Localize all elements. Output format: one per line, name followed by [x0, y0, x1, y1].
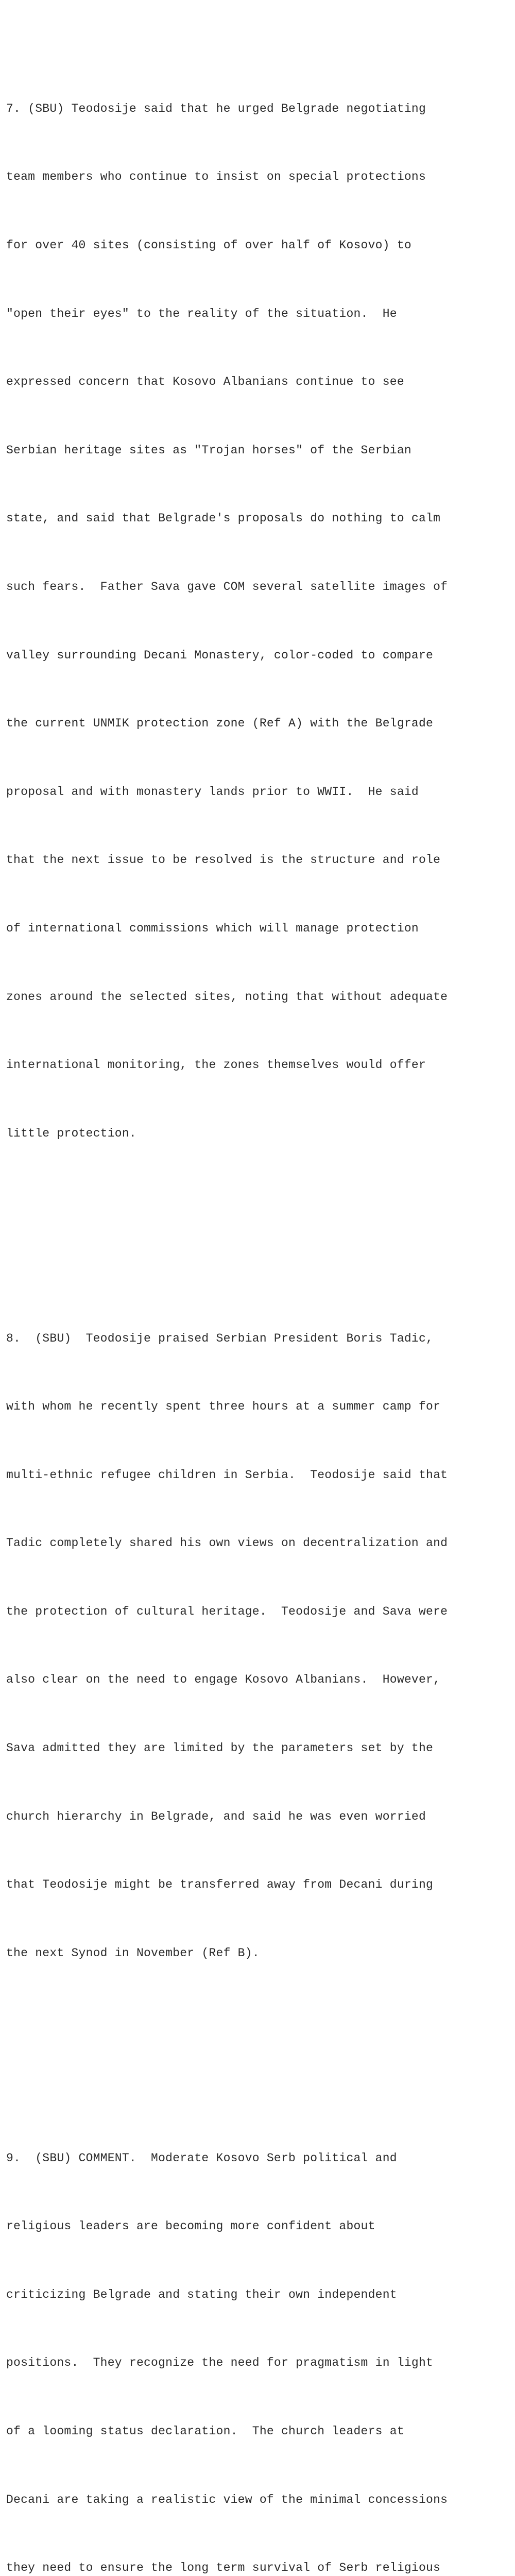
- text-line: positions. They recognize the need for pragmatism in light: [6, 2356, 434, 2370]
- text-line: Decani are taking a realistic view of the minimal concessions: [6, 2493, 448, 2506]
- text-line: valley surrounding Decani Monastery, color-coded to compare: [6, 648, 434, 662]
- text-line: state, and said that Belgrade's proposals do nothing to calm: [6, 512, 441, 526]
- text-line: such fears. Father Sava gave COM several satellite images of: [6, 580, 448, 594]
- text-line: criticizing Belgrade and stating their own independent: [6, 2287, 397, 2301]
- paragraph-9: [6, 2101, 511, 2576]
- paragraph-7: [6, 52, 511, 1190]
- text-line: team members who continue to insist on special protections: [6, 170, 426, 184]
- text-line: religious leaders are becoming more confident about: [6, 2219, 375, 2233]
- text-line: also clear on the need to engage Kosovo Albanians. However,: [6, 1673, 441, 1687]
- text-line: 8. (SBU) Teodosije praised Serbian President Boris Tadic,: [6, 1331, 434, 1345]
- text-line: the next Synod in November (Ref B).: [6, 1946, 260, 1960]
- text-line: "open their eyes" to the reality of the situation. He: [6, 307, 397, 320]
- text-line: Serbian heritage sites as "Trojan horses" of the Serbian: [6, 443, 411, 457]
- text-line: church hierarchy in Belgrade, and said he was even worried: [6, 1809, 426, 1823]
- text-line: with whom he recently spent three hours at a summer camp for: [6, 1400, 441, 1414]
- text-line: proposal and with monastery lands prior to WWII. He said: [6, 785, 419, 799]
- text-line: multi-ethnic refugee children in Serbia. Teodosije said that: [6, 1468, 448, 1482]
- text-line: for over 40 sites (consisting of over half of Kosovo) to: [6, 239, 411, 252]
- text-line: 7. (SBU) Teodosije said that he urged Belgrade negotiating: [6, 101, 426, 115]
- text-line: 9. (SBU) COMMENT. Moderate Kosovo Serb political and: [6, 2151, 397, 2165]
- cable-document: [6, 6, 511, 2576]
- text-line: of international commissions which will manage protection: [6, 921, 419, 935]
- text-line: that the next issue to be resolved is the structure and role: [6, 853, 441, 867]
- text-line: they need to ensure the long term survival of Serb religious: [6, 2561, 441, 2575]
- text-line: zones around the selected sites, noting that without adequate: [6, 990, 448, 1004]
- text-line: Sava admitted they are limited by the parameters set by the: [6, 1741, 434, 1755]
- text-line: Tadic completely shared his own views on decentralization and: [6, 1536, 448, 1550]
- text-line: expressed concern that Kosovo Albanians continue to see: [6, 375, 404, 389]
- text-line: that Teodosije might be transferred away from Decani during: [6, 1878, 434, 1892]
- text-line: international monitoring, the zones themselves would offer: [6, 1058, 426, 1072]
- text-line: the current UNMIK protection zone (Ref A) with the Belgrade: [6, 717, 434, 731]
- text-line: little protection.: [6, 1126, 136, 1140]
- text-line: of a looming status declaration. The church leaders at: [6, 2425, 404, 2438]
- text-line: the protection of cultural heritage. Teodosije and Sava were: [6, 1604, 448, 1618]
- paragraph-8: [6, 1281, 511, 2010]
